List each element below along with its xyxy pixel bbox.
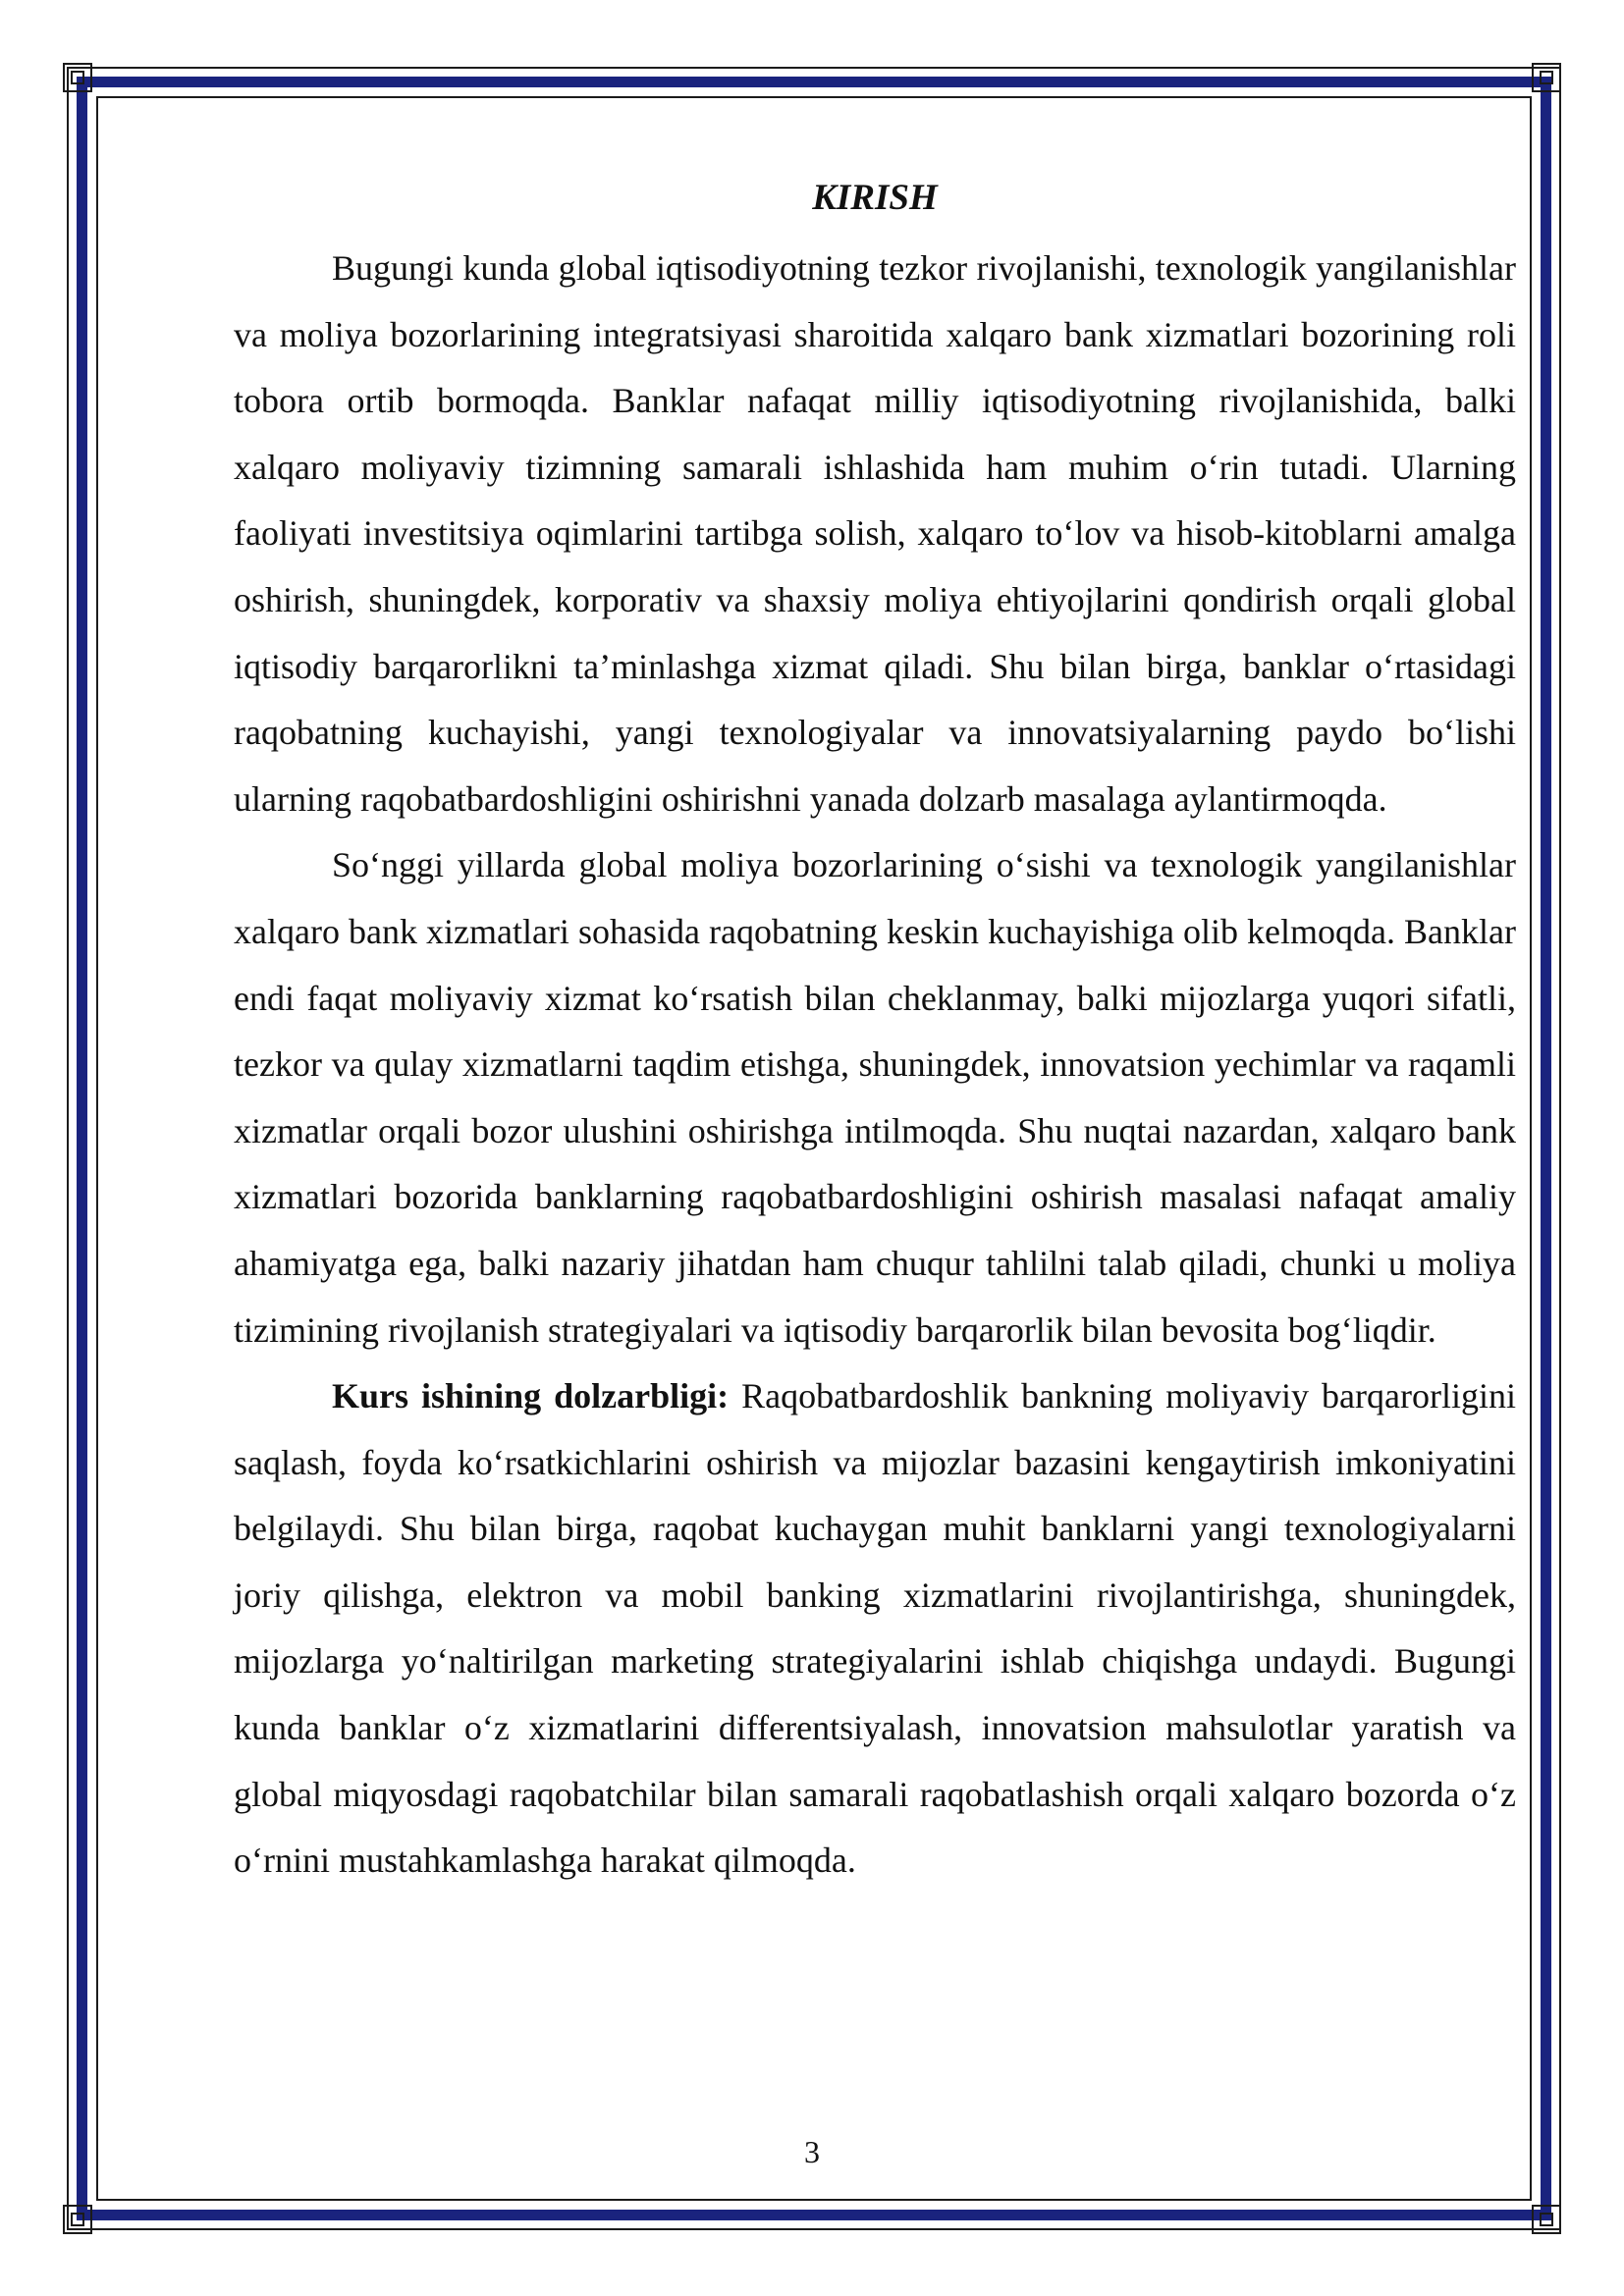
page-number: 3 <box>804 2134 820 2169</box>
paragraph-intro: Bugungi kunda global iqtisodiyotning tezkor rivojlanishi, texnologik yangilanishlar va moliya bozorlarining integratsiyasi sharoitida xalqaro bank xizmatlari bozorining roli tobora ortib bormoqda. Banklar nafaqat milliy iqtisodiyotning rivojlanishida, balki xalqaro moliyaviy tizimning samarali ishlashida ham muhim o‘rin tutadi. Ularning faoliyati investitsiya oqimlarini tartibga solish, xalqaro to‘lov va hisob-kitoblarni amalga oshirish, shuningdek, korporativ va shaxsiy moliya ehtiyojlarini qondirish orqali global iqtisodiy barqarorlikni ta’minlashga xizmat qiladi. Shu bilan birga, banklar o‘rtasidagi raqobatning kuchayishi, yangi texnologiyalar va innovatsiyalarning paydo bo‘lishi ularning raqobatbardoshligini oshirishni yanada dolzarb masalaga aylantirmoqda. <box>234 248 1516 819</box>
document-body <box>234 169 1516 1895</box>
section-title: KIRISH <box>812 178 938 218</box>
paragraph-relevance <box>234 1363 1516 1895</box>
border-corner-ornament <box>63 63 92 92</box>
border-corner-ornament <box>1532 63 1561 92</box>
paragraph-competition: So‘nggi yillarda global moliya bozorlarining o‘sishi va texnologik yangilanishlar xalqaro bank xizmatlari sohasida raqobatning keskin kuchayishiga olib kelmoqda. Banklar endi faqat moliyaviy xizmat ko‘rsatish bilan cheklanmay, balki mijozlarga yuqori sifatli, tezkor va qulay xizmatlarni taqdim etishga, shuningdek, innovatsion yechimlar va raqamli xizmatlar orqali bozor ulushini oshirishga intilmoqda. Shu nuqtai nazardan, xalqaro bank xizmatlari bozorida banklarning raqobatbardoshligini oshirish masalasi nafaqat amaliy ahamiyatga ega, balki nazariy jihatdan ham chuqur tahlilni talab qiladi, chunki u moliya tizimining rivojlanish strategiyalari va iqtisodiy barqarorlik bilan bevosita bog‘liqdir. <box>234 845 1516 1350</box>
border-corner-ornament <box>1532 2205 1561 2234</box>
relevance-text: Raqobatbardoshlik bankning moliyaviy barqarorligini saqlash, foyda ko‘rsatkichlarini oshirish va mijozlar bazasini kengaytirish imkoniyatini belgilaydi. Shu bilan birga, raqobat kuchaygan muhit banklarni yangi texnologiyalarni joriy qilishga, elektron va mobil banking xizmatlarini rivojlantirishga, shuningdek, mijozlarga yo‘naltirilgan marketing strategiyalarini ishlab chiqishga undaydi. Bugungi kunda banklar o‘z xizmatlarini differentsiyalash, innovatsion mahsulotlar yaratish va global miqyosdagi raqobatchilar bilan samarali raqobatlashish orqali xalqaro bozorda o‘z o‘rnini mustahkamlashga harakat qilmoqda. <box>234 1376 1516 1881</box>
border-corner-ornament <box>63 2205 92 2234</box>
relevance-heading: Kurs ishining dolzarbligi: <box>332 1376 730 1416</box>
